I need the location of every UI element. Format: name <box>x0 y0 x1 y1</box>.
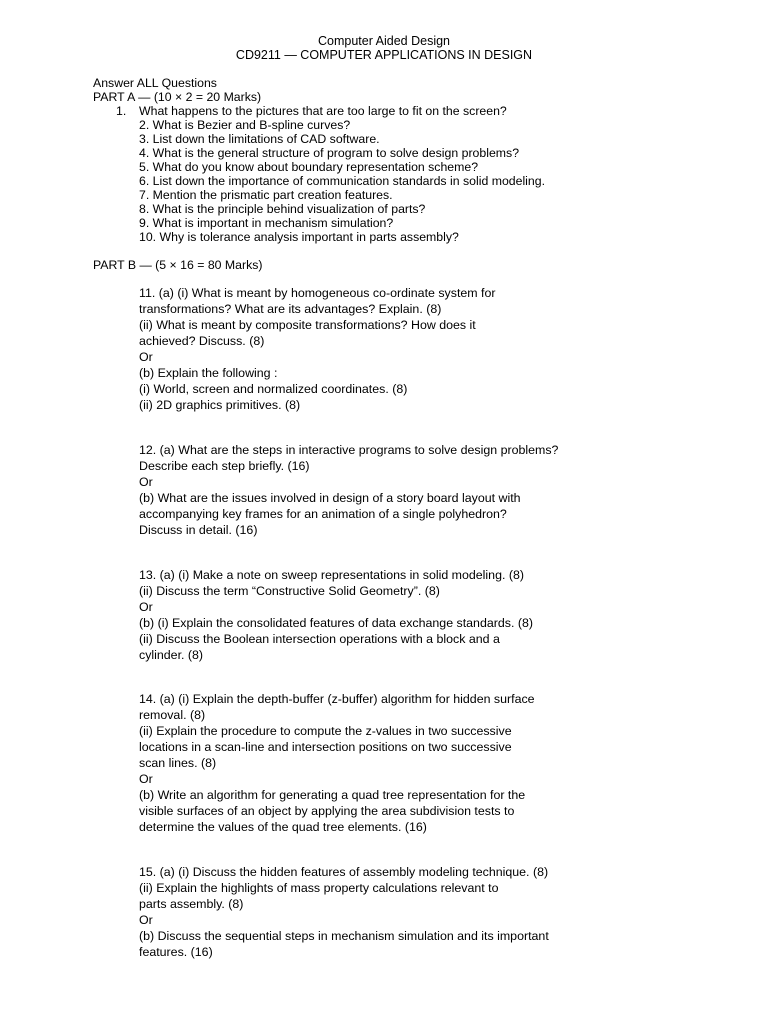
question-line: (ii) What is meant by composite transformations? How does it <box>139 318 476 332</box>
question-line: achieved? Discuss. (8) <box>139 334 265 348</box>
question-line: 15. (a) (i) Discuss the hidden features of assembly modeling technique. (8) <box>139 865 549 879</box>
list-item: 5. What do you know about boundary representation scheme? <box>139 160 479 174</box>
question-line: (ii) Discuss the term “Constructive Solid Geometry”. (8) <box>139 584 440 598</box>
question-line: Discuss in detail. (16) <box>139 523 258 537</box>
question-line: (b) Write an algorithm for generating a quad tree representation for the <box>139 788 526 802</box>
question-line: 13. (a) (i) Make a note on sweep representations in solid modeling. (8) <box>139 568 524 582</box>
question-line: (b) What are the issues involved in design of a story board layout with <box>139 491 521 505</box>
part-b-heading: PART B — (5 × 16 = 80 Marks) <box>93 258 263 272</box>
list-item: 9. What is important in mechanism simulation? <box>139 216 394 230</box>
question-line: (ii) Explain the highlights of mass property calculations relevant to <box>139 881 499 895</box>
question-line: 11. (a) (i) What is meant by homogeneous co-ordinate system for <box>139 286 496 300</box>
question-line: Describe each step briefly. (16) <box>139 459 310 473</box>
question-line: (ii) Explain the procedure to compute the z-values in two successive <box>139 724 512 738</box>
question-line: 12. (a) What are the steps in interactive programs to solve design problems? <box>139 443 559 457</box>
list-item: 2. What is Bezier and B-spline curves? <box>139 118 351 132</box>
list-item: What happens to the pictures that are too large to fit on the screen? <box>139 104 507 118</box>
list-item: 10. Why is tolerance analysis important in parts assembly? <box>139 230 459 244</box>
instructions: Answer ALL Questions <box>93 76 217 90</box>
question-line: features. (16) <box>139 945 213 959</box>
question-number: 1. <box>116 104 127 118</box>
question-line: (i) World, screen and normalized coordinates. (8) <box>139 382 408 396</box>
course-title: Computer Aided Design <box>317 34 451 48</box>
list-item: 4. What is the general structure of program to solve design problems? <box>139 146 520 160</box>
question-line: removal. (8) <box>139 708 206 722</box>
question-line: Or <box>139 913 153 927</box>
list-item: 3. List down the limitations of CAD software. <box>139 132 380 146</box>
question-line: cylinder. (8) <box>139 648 204 662</box>
question-line: visible surfaces of an object by applying the area subdivision tests to <box>139 804 515 818</box>
part-a-heading: PART A — (10 × 2 = 20 Marks) <box>93 90 262 104</box>
paper-code-title: CD9211 — COMPUTER APPLICATIONS IN DESIGN <box>235 48 533 62</box>
question-line: parts assembly. (8) <box>139 897 244 911</box>
list-item: 8. What is the principle behind visualization of parts? <box>139 202 426 216</box>
question-line: 14. (a) (i) Explain the depth-buffer (z-buffer) algorithm for hidden surface <box>139 692 535 706</box>
question-line: accompanying key frames for an animation of a single polyhedron? <box>139 507 507 521</box>
question-line: (ii) Discuss the Boolean intersection operations with a block and a <box>139 632 500 646</box>
question-line: determine the values of the quad tree elements. (16) <box>139 820 427 834</box>
list-item: 6. List down the importance of communication standards in solid modeling. <box>139 174 546 188</box>
question-line: locations in a scan-line and intersection positions on two successive <box>139 740 512 754</box>
question-line: (b) Explain the following : <box>139 366 278 380</box>
question-line: Or <box>139 772 153 786</box>
question-line: Or <box>139 475 153 489</box>
question-line: Or <box>139 350 153 364</box>
question-line: (b) (i) Explain the consolidated features of data exchange standards. (8) <box>139 616 533 630</box>
list-item: 7. Mention the prismatic part creation features. <box>139 188 393 202</box>
question-line: scan lines. (8) <box>139 756 217 770</box>
question-line: (ii) 2D graphics primitives. (8) <box>139 398 301 412</box>
question-line: Or <box>139 600 153 614</box>
question-line: transformations? What are its advantages? Explain. (8) <box>139 302 442 316</box>
question-line: (b) Discuss the sequential steps in mechanism simulation and its important <box>139 929 549 943</box>
